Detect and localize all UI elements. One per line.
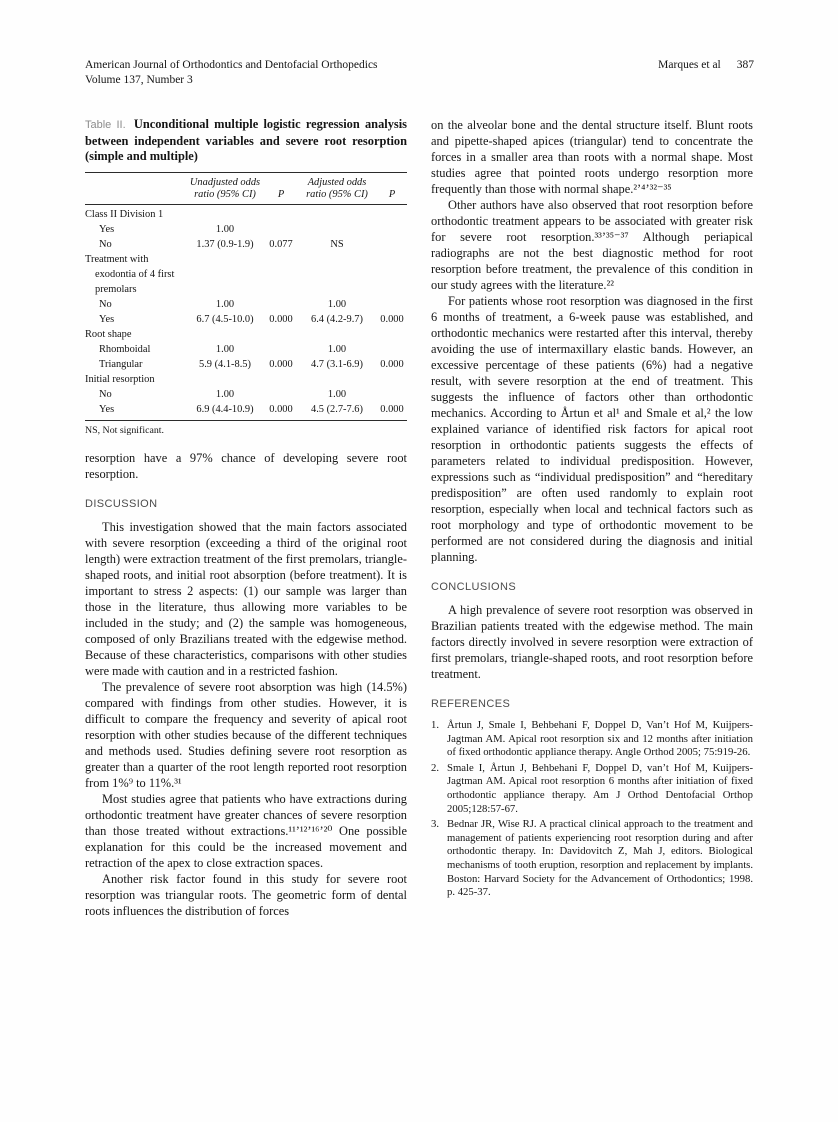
left-column [85, 117, 407, 919]
reference-text: Bednar JR, Wise RJ. A practical clinical approach to the treatment and management of patients experiencing root resorption during and after orthodontic therapy. In: Davidovitch Z, Mah J, editors. Biological mechanisms of tooth eruption, resorption and replacement by implants. Boston: Harvard Society for the Advancement of Orthodontics; 1998. p. 425-37. [447, 818, 753, 899]
table-caption-text: Unconditional multiple logistic regression analysis between independent variables and severe root resorption (simple and multiple) [85, 117, 407, 163]
col-header-adjusted: Adjusted odds ratio (95% CI) [306, 176, 368, 200]
table-row: Treatment with exodontia of 4 first premolars [85, 253, 175, 295]
discussion-paragraph-1: This investigation showed that the main factors associated with severe resorption (exceeding a third of the original root length) were extraction treatment of the first premolars, triangle-shaped roots, and initial root absorption (before treatment). It is important to stress 2 aspects: (1) our sample was larger than those in the literature, thus allowing more variables to be included in the study; and (2) the sample was homogeneous, composed of only Brazilians treated with the edgewise method. Because of these characteristics, comparisons with other studies were made with caution and in a restricted fashion. [85, 519, 407, 678]
table-row: No 1.00 1.00 [99, 298, 347, 310]
running-head-authors: Marques et al [658, 59, 721, 71]
table-row: Triangular 5.9 (4.1-8.5) 0.000 4.7 (3.1-6.9) 0.000 [99, 358, 404, 370]
table-footnote: NS, Not significant. [85, 424, 164, 436]
discussion-paragraph-3: Most studies agree that patients who have extractions during orthodontic treatment have greater chances of severe resorption than those treated without extractions.¹¹ʼ¹²ʼ¹⁶ʼ²⁰ One possible explanation for this could be the increased movement and retraction of the apex to close extraction spaces. [85, 791, 407, 870]
table-caption [85, 117, 407, 165]
reference-number: 3. [431, 818, 440, 831]
discussion-paragraph-4: Another risk factor found in this study for severe root resorption was triangular roots. The geometric form of dental roots influences the distribution of forces [85, 871, 407, 918]
conclusions-paragraph: A high prevalence of severe root resorption was observed in Brazilian patients treated with the edgewise method. The main factors directly involved in severe resorption were extraction of first premolars, triangle-shaped roots, and root resorption before treatment. [431, 603, 753, 681]
paragraph-continuation-right: on the alveolar bone and the dental structure itself. Blunt roots and pipette-shaped apices (triangular) tend to concentrate the forces in a smaller area than roots with a normal shape. Most studies agree that pointed roots undergo resorption more frequently than those with normal shape.²ʼ⁴ʼ³²⁻³⁵ [431, 118, 753, 196]
paragraph-continuation: resorption have a 97% chance of developing severe root resorption. [85, 450, 407, 481]
col-header-p2: P [388, 188, 396, 200]
table-row: Initial resorption [85, 373, 155, 385]
table-row: Class II Division 1 [85, 208, 164, 220]
running-head-left [85, 58, 378, 87]
table-body [85, 205, 407, 420]
journal-title: American Journal of Orthodontics and Dentofacial Orthopedics [85, 59, 378, 71]
reference-list [431, 719, 753, 900]
reference-item [431, 762, 753, 816]
running-head [85, 58, 754, 87]
reference-item [431, 818, 753, 900]
discussion-paragraph-6: For patients whose root resorption was diagnosed in the first 6 months of treatment, a 6-week pause was established, and orthodontic mechanics were restarted after this interval, thereby avoiding the use of intermaxillary elastic bands. However, an excessive percentage of these patients (6%) had a negative result, with severe resorption at the end of treatment. This suggests the influence of factors other than orthodontic mechanics. According to Årtun et al¹ and Smale et al,² the low explained variance of identified risk factors for apical root resorption in orthodontic patients suggests the effects of parameters related to individual predisposition. However, expressions such as “individual predisposition” and “hereditary predisposition” are often used randomly to explain root resorption, especially when local and technical factors such as root morphology and type of orthodontic movement to be performed are not considered during the diagnosis and initial planning. [431, 294, 753, 564]
running-head-right [658, 58, 754, 73]
table-row: No 1.37 (0.9-1.9) 0.077 NS [99, 238, 344, 250]
table-row: Yes 1.00 [99, 223, 235, 235]
references-heading: REFERENCES [431, 698, 511, 710]
right-column [431, 117, 753, 919]
discussion-paragraph-5: Other authors have also observed that root resorption before orthodontic treatment appears to be associated with greater risk for severe root resorption.³³ʼ³⁵⁻³⁷ Although periapical radiographs are not the best diagnostic method for root resorption before treatment, the prevalence of this condition in our study agrees with the literature.²² [431, 198, 753, 292]
page-number: 387 [736, 59, 754, 71]
discussion-heading: DISCUSSION [85, 497, 158, 510]
table-row: No 1.00 1.00 [99, 388, 347, 400]
table-header-row [85, 173, 407, 205]
conclusions-heading: CONCLUSIONS [431, 581, 517, 593]
table-row: Root shape [85, 328, 132, 340]
table-row: Yes 6.7 (4.5-10.0) 0.000 6.4 (4.2-9.7) 0.000 [99, 313, 404, 325]
table-caption-label: Table II. [85, 119, 126, 131]
two-column-body [85, 117, 754, 919]
discussion-paragraph-2: The prevalence of severe root absorption was high (14.5%) compared with findings from other studies. However, it is difficult to compare the frequency and severity of apical root resorption with other studies because of the different techniques and methods used. Studies defining severe root resorption as greater than a quarter of the root length reported root resorption from 1%⁹ to 11%.³¹ [85, 679, 407, 790]
reference-number: 2. [431, 761, 440, 774]
table-row: Yes 6.9 (4.4-10.9) 0.000 4.5 (2.7-7.6) 0.000 [99, 403, 404, 415]
col-header-p1: P [277, 188, 285, 200]
reference-number: 1. [431, 719, 440, 731]
logistic-regression-table [85, 172, 407, 421]
reference-text: Smale I, Årtun J, Behbehani F, Doppel D, van’t Hof M, Kuijpers-Jagtman AM. Apical root resorption 6 months after initiation of fixed orthodontic appliance therapy. Am J Orthod Dentofacial Orthop 2005;128:57-67. [447, 761, 753, 815]
reference-text: Årtun J, Smale I, Behbehani F, Doppel D, Van’t Hof M, Kuijpers-Jagtman AM. Apical root resorption six and 12 months after initiation of fixed orthodontic appliance therapy. Angle Orthod 2005; 75:919-26. [447, 719, 753, 759]
reference-item [431, 719, 753, 760]
journal-issue: Volume 137, Number 3 [85, 73, 193, 86]
table-row: Rhomboidal 1.00 1.00 [99, 343, 347, 355]
col-header-unadjusted: Unadjusted odds ratio (95% CI) [189, 176, 261, 200]
